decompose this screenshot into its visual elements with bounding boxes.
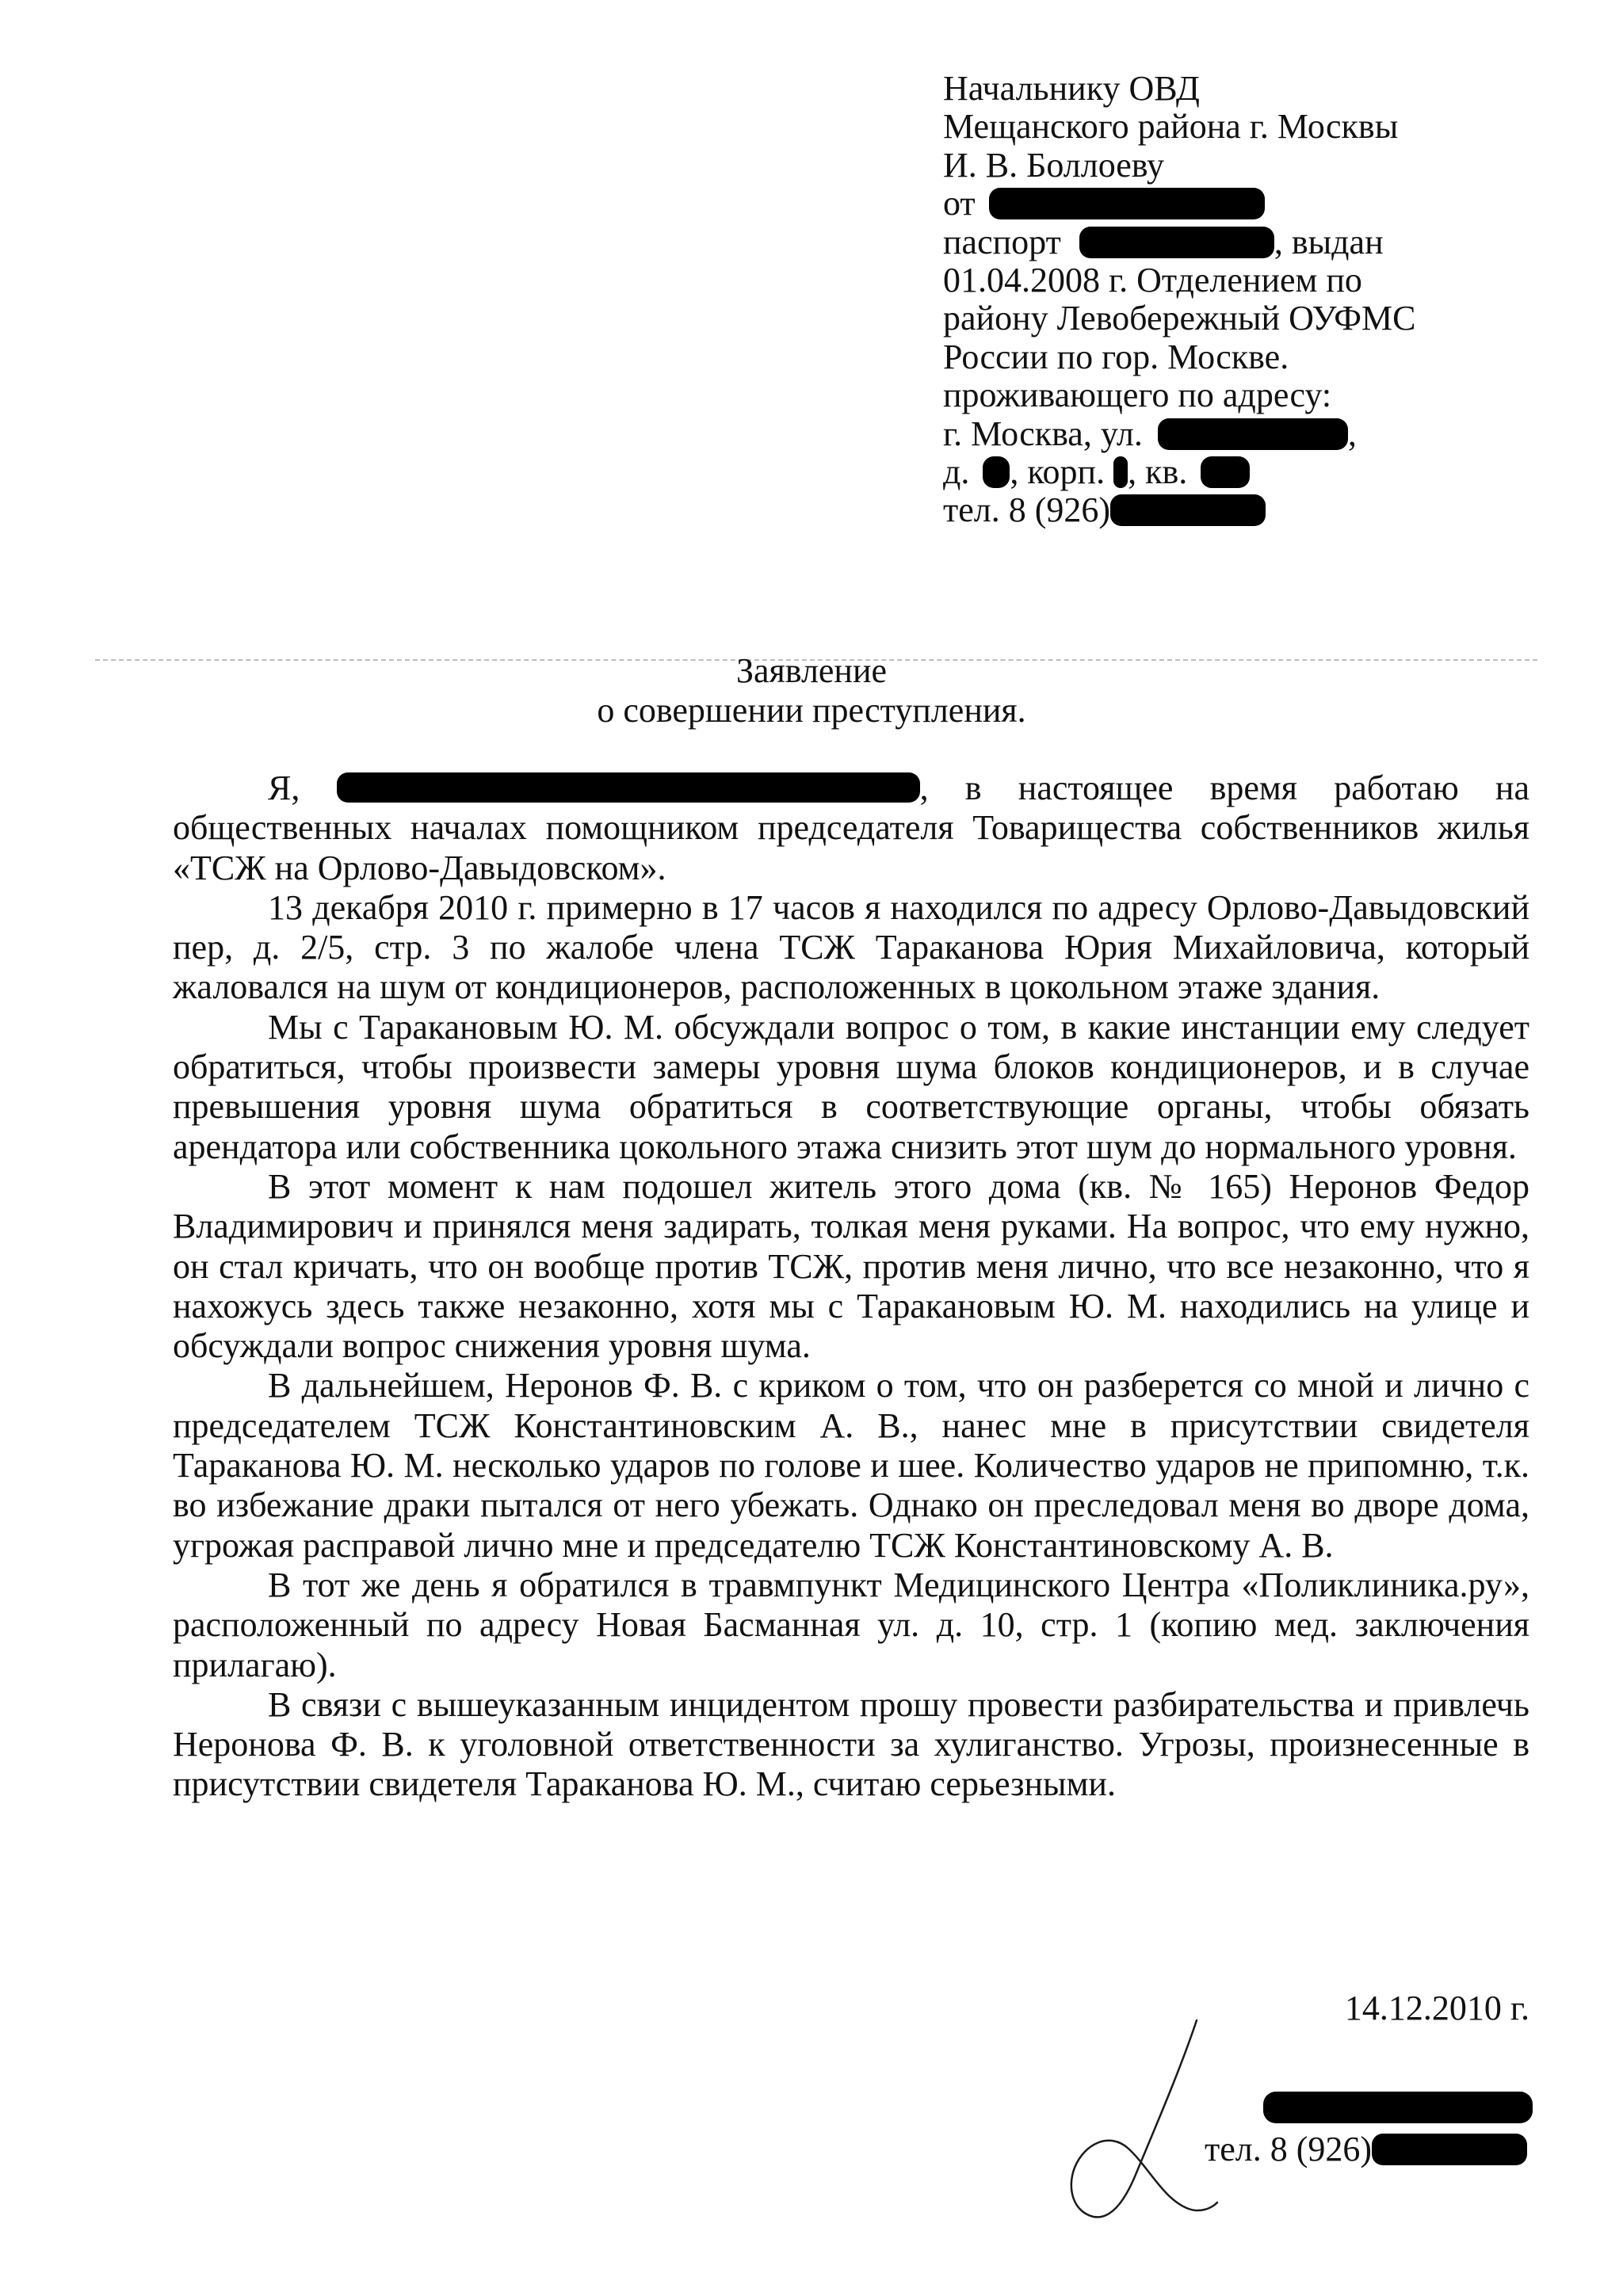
document-title [0, 651, 1623, 730]
paragraph: В тот же день я обратился в травмпункт Медицинского Центра «Поликлиника.ру», расположенный по адресу Новая Басманная ул. д. 10, стр. 1 (копию мед. заключения прилагаю). [173, 1565, 1529, 1684]
addressee-line: Мещанского района г. Москвы [943, 107, 1399, 147]
footer-phone-line [1205, 2130, 1527, 2169]
street-line [943, 415, 1593, 453]
redacted-street [1158, 418, 1348, 450]
issued-line: России по гор. Москве. [943, 337, 1289, 376]
statement-body [173, 769, 1529, 1805]
address-label: проживающего по адресу: [943, 376, 1332, 415]
house-line [943, 453, 1593, 491]
redacted-full-name [337, 772, 920, 803]
corp-label: , корп. [1010, 452, 1106, 492]
paragraph-start: Я, [268, 769, 300, 807]
paragraph: 13 декабря 2010 г. примерно в 17 часов я находился по адресу Орлово-Давыдовский пер, д. 2/5, стр. 3 по жалобе члена ТСЖ Тараканова Юрия Михайловича, который жаловался на шум от кондиционеров, расположенных в цокольном этаже здания. [173, 887, 1529, 1007]
passport-line [943, 223, 1593, 261]
flat-label: , кв. [1128, 452, 1188, 492]
redacted-house [983, 456, 1010, 488]
redacted-passport-number [1079, 227, 1274, 258]
subtitle-line: о совершении преступления. [597, 691, 1026, 730]
issued-line: району Левобережный ОУФМС [943, 299, 1416, 338]
redacted-signatory-name [1263, 2092, 1533, 2123]
street-prefix: г. Москва, ул. [943, 414, 1143, 453]
passport-issued-suffix: , выдан [1274, 222, 1384, 261]
redacted-corp [1113, 456, 1128, 488]
from-label: от [943, 184, 976, 223]
house-prefix: д. [943, 452, 970, 492]
paragraph [173, 769, 1529, 888]
paragraph: В дальнейшем, Неронов Ф. В. с криком о том, что он разберется со мной и лично с председателем ТСЖ Константиновским А. В., нанес мне в присутствии свидетеля Тараканова Ю. М. несколько ударов по голове и шее. Количество ударов не припомню, т.к. во избежание драки пытался от него убежать. Однако он преследовал меня во дворе дома, угрожая расправой лично мне и председателю ТСЖ Константиновскому А. В. [173, 1366, 1529, 1565]
signature-icon [1062, 2012, 1220, 2234]
redacted-phone [1110, 494, 1266, 526]
street-suffix: , [1347, 414, 1357, 453]
redacted-flat [1201, 456, 1250, 488]
phone-line [943, 491, 1593, 529]
paragraph: Мы с Таракановым Ю. М. обсуждали вопрос о том, в какие инстанции ему следует обратиться, чтобы произвести замеры уровня шума блоков кондиционеров, и в случае превышения уровня шума обратиться в соответствующие органы, чтобы обязать арендатора или собственника цокольного этажа снизить этот шум до нормального уровня. [173, 1007, 1529, 1166]
paragraph: В этот момент к нам подошел житель этого дома (кв. № 165) Неронов Федор Владимирович и принялся меня задирать, толкая меня руками. На вопрос, что ему нужно, он стал кричать, что он вообще против ТСЖ, против меня лично, что все незаконно, что я нахожусь здесь также незаконно, хотя мы с Таракановым Ю. М. находились на улице и обсуждали вопрос снижения уровня шума. [173, 1166, 1529, 1366]
document-date: 14.12.2010 г. [1344, 1989, 1529, 2027]
issued-line: 01.04.2008 г. Отделением по [943, 261, 1362, 300]
paragraph: В связи с вышеуказанным инцидентом прошу провести разбирательства и привлечь Неронова Ф. В. к уголовной ответственности за хулиганство. Угрозы, произнесенные в присутствии свидетеля Тараканова Ю. М., считаю серьезными. [173, 1684, 1529, 1804]
sender-line [943, 185, 1593, 223]
title-line: Заявление [735, 651, 888, 690]
redacted-name [989, 188, 1265, 219]
footer-phone-label: тел. 8 (926) [1205, 2130, 1373, 2168]
phone-label: тел. 8 (926) [943, 490, 1111, 530]
redacted-footer-phone [1372, 2134, 1527, 2165]
addressee-line: И. В. Боллоеву [943, 145, 1165, 185]
paragraph-rest: , в настоящее время работаю на общественных началах помощником председателя Товарищества собственников жилья «ТСЖ на Орлово-Давыдовском». [173, 769, 1529, 887]
addressee-block [943, 70, 1593, 530]
passport-label: паспорт [943, 222, 1061, 261]
addressee-line: Начальнику ОВД [943, 69, 1200, 108]
